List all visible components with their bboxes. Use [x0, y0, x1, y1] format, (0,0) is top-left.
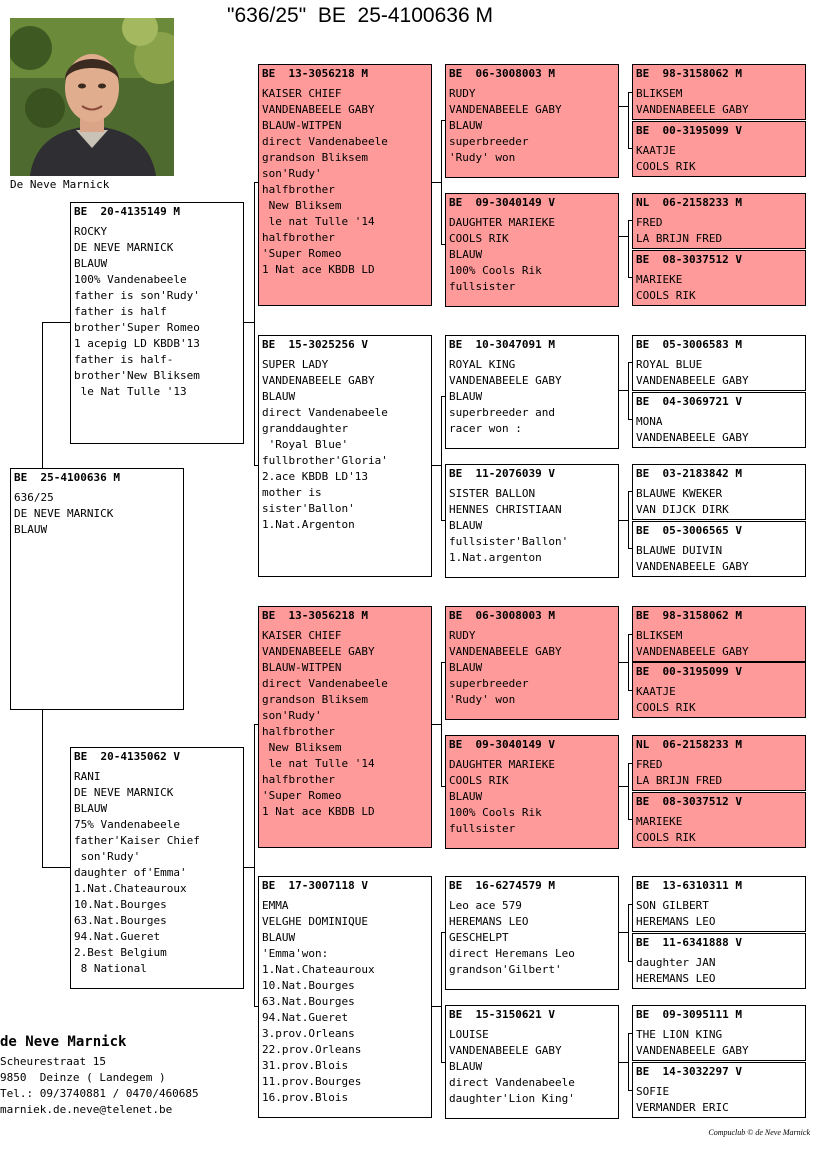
card-line: BLAUW	[262, 931, 296, 944]
card-line: granddaughter	[262, 422, 349, 435]
card-line: COOLS RIK	[636, 701, 696, 714]
card-line: HEREMANS LEO	[449, 915, 529, 928]
card-line: grandson Bliksem	[262, 693, 368, 706]
pedigree-card-ggp-1[interactable]	[445, 64, 619, 178]
bird-name: MONA	[636, 415, 663, 428]
pedigree-card-gggp-4[interactable]	[632, 250, 806, 306]
card-line: superbreeder	[449, 135, 529, 148]
card-line: 2.ace KBDB LD'13	[262, 470, 368, 483]
portrait-image	[10, 18, 174, 176]
pedigree-card-gp-sd[interactable]	[258, 335, 432, 577]
connector	[619, 932, 628, 933]
card-line: LA BRIJN FRED	[636, 774, 723, 787]
bird-name: BLAUWE KWEKER	[636, 487, 723, 500]
card-line: le nat Tulle '14	[262, 215, 375, 228]
card-line: halfbrother	[262, 725, 335, 738]
card-line: VANDENABEELE GABY	[449, 1044, 562, 1057]
card-line: halfbrother	[262, 773, 335, 786]
bird-name: KAISER CHIEF	[262, 629, 342, 642]
ring-number: BE 25-4100636 M	[14, 471, 120, 484]
connector	[628, 634, 629, 690]
card-line: direct Vandenabeele	[262, 135, 388, 148]
connector	[619, 786, 628, 787]
card-line: 100% Cools Rik	[449, 264, 542, 277]
ring-number: BE 09-3095111 M	[636, 1008, 742, 1021]
pedigree-card-gggp-13[interactable]	[632, 876, 806, 932]
card-line: 1 Nat ace KBDB LD	[262, 805, 375, 818]
connector	[441, 396, 442, 520]
bird-name: KAATJE	[636, 685, 676, 698]
card-line: HEREMANS LEO	[636, 915, 716, 928]
card-line: 3.prov.Orleans	[262, 1027, 355, 1040]
card-line: direct Vandenabeele	[262, 406, 388, 419]
pedigree-card-gggp-14[interactable]	[632, 933, 806, 989]
connector	[628, 491, 629, 548]
bird-name: BLIKSEM	[636, 629, 683, 642]
card-line: 75% Vandenabeele	[74, 818, 180, 831]
bird-name: ROCKY	[74, 225, 108, 238]
card-line: VANDENABEELE GABY	[449, 103, 562, 116]
pedigree-card-ggp-2[interactable]	[445, 193, 619, 307]
ring-number: BE 11-6341888 V	[636, 936, 742, 949]
pedigree-title: "636/25" BE 25-4100636 M	[227, 4, 493, 27]
bird-name: ROYAL BLUE	[636, 358, 703, 371]
card-line: daughter'Lion King'	[449, 1092, 575, 1105]
ring-number: BE 06-3008003 M	[449, 67, 555, 80]
card-line: VANDENABEELE GABY	[636, 374, 749, 387]
card-line: halfbrother	[262, 183, 335, 196]
pedigree-card-ggp-4[interactable]	[445, 464, 619, 578]
card-line: LA BRIJN FRED	[636, 232, 723, 245]
card-line: 1 Nat ace KBDB LD	[262, 263, 375, 276]
card-line: VANDENABEELE GABY	[449, 374, 562, 387]
bird-name: BLIKSEM	[636, 87, 683, 100]
owner-name: de Neve Marnick	[0, 1034, 127, 1050]
card-line: DE NEVE MARNICK	[74, 786, 174, 799]
owner-street: Scheurestraat 15	[0, 1055, 106, 1068]
card-line: son'Rudy'	[262, 709, 322, 722]
card-line: direct Vandenabeele	[449, 1076, 575, 1089]
card-line: BLAUW	[14, 523, 48, 536]
card-line: son'Rudy'	[262, 167, 322, 180]
pedigree-card-gggp-3[interactable]	[632, 193, 806, 249]
ring-number: BE 05-3006565 V	[636, 524, 742, 537]
card-line: fullsister	[449, 280, 516, 293]
card-line: VAN DIJCK DIRK	[636, 503, 729, 516]
card-line: sister'Ballon'	[262, 502, 355, 515]
connector	[243, 322, 254, 323]
card-line: BLAUW-WITPEN	[262, 119, 342, 132]
ring-number: BE 98-3158062 M	[636, 609, 742, 622]
card-line: superbreeder and	[449, 406, 555, 419]
card-line: VANDENABEELE GABY	[262, 645, 375, 658]
card-line: brother'Super Romeo	[74, 321, 200, 334]
connector	[441, 932, 442, 1062]
card-line: father is son'Rudy'	[74, 289, 200, 302]
card-line: fullbrother'Gloria'	[262, 454, 388, 467]
card-line: New Bliksem	[262, 199, 342, 212]
bird-name: SISTER BALLON	[449, 487, 536, 500]
card-line: VELGHE DOMINIQUE	[262, 915, 368, 928]
card-line: BLAUW	[74, 802, 108, 815]
connector	[628, 1033, 629, 1090]
card-line: 94.Nat.Gueret	[74, 930, 161, 943]
bird-name: MARIEKE	[636, 815, 683, 828]
bird-name: LOUISE	[449, 1028, 489, 1041]
pedigree-card-gp-dd[interactable]	[258, 876, 432, 1118]
pedigree-card-gggp-6[interactable]	[632, 392, 806, 448]
bird-name: SUPER LADY	[262, 358, 329, 371]
pedigree-card-gggp-16[interactable]	[632, 1062, 806, 1118]
ring-number: BE 08-3037512 V	[636, 253, 742, 266]
card-line: VANDENABEELE GABY	[449, 645, 562, 658]
connector	[441, 120, 442, 244]
card-line: HENNES CHRISTIAAN	[449, 503, 562, 516]
pedigree-card-gggp-11[interactable]	[632, 735, 806, 791]
bird-name: daughter JAN	[636, 956, 716, 969]
pedigree-card-main[interactable]	[10, 468, 184, 710]
pedigree-card-gggp-12[interactable]	[632, 792, 806, 848]
card-line: BLAUW	[262, 390, 296, 403]
connector	[431, 724, 441, 725]
owner-photo	[10, 18, 174, 176]
connector	[619, 1062, 628, 1063]
connector	[254, 724, 255, 1006]
owner-phone: Tel.: 09/3740881 / 0470/460685	[0, 1087, 199, 1100]
connector	[628, 904, 629, 961]
connector	[619, 390, 628, 391]
card-line: 1.Nat.Chateauroux	[74, 882, 187, 895]
card-line: COOLS RIK	[449, 774, 509, 787]
card-line: DE NEVE MARNICK	[74, 241, 174, 254]
ring-number: BE 05-3006583 M	[636, 338, 742, 351]
connector	[431, 182, 441, 183]
pedigree-card-ggp-3[interactable]	[445, 335, 619, 449]
card-line: 1.Nat.Argenton	[262, 518, 355, 531]
card-line: BLAUW	[449, 661, 483, 674]
ring-number: BE 00-3195099 V	[636, 124, 742, 137]
card-line: father is half-	[74, 353, 174, 366]
card-line: BLAUW	[449, 248, 483, 261]
ring-number: BE 09-3040149 V	[449, 738, 555, 751]
card-line: son'Rudy'	[74, 850, 141, 863]
connector	[628, 362, 629, 419]
card-line: fullsister	[449, 822, 516, 835]
pedigree-card-ggp-5[interactable]	[445, 606, 619, 720]
card-line: VANDENABEELE GABY	[636, 645, 749, 658]
card-line: mother is	[262, 486, 322, 499]
bird-name: RANI	[74, 770, 101, 783]
card-line: 'Royal Blue'	[262, 438, 349, 451]
card-line: 100% Vandenabeele	[74, 273, 187, 286]
card-line: brother'New Bliksem	[74, 369, 200, 382]
bird-name: MARIEKE	[636, 273, 683, 286]
pedigree-card-gggp-8[interactable]	[632, 521, 806, 577]
card-line: BLAUW	[449, 1060, 483, 1073]
card-line: COOLS RIK	[449, 232, 509, 245]
ring-number: BE 06-3008003 M	[449, 609, 555, 622]
pedigree-card-gp-ss[interactable]	[258, 64, 432, 306]
connector	[42, 709, 43, 867]
card-line: father'Kaiser Chief	[74, 834, 200, 847]
connector	[42, 867, 70, 868]
pedigree-card-sire[interactable]	[70, 202, 244, 444]
bird-name: Leo ace 579	[449, 899, 522, 912]
card-line: BLAUW	[449, 390, 483, 403]
ring-number: BE 13-3056218 M	[262, 67, 368, 80]
pedigree-card-gggp-10[interactable]	[632, 662, 806, 718]
card-line: 'Emma'won:	[262, 947, 329, 960]
owner-city: 9850 Deinze ( Landegem )	[0, 1071, 166, 1084]
card-line: VANDENABEELE GABY	[262, 374, 375, 387]
pedigree-card-gggp-9[interactable]	[632, 606, 806, 662]
ring-number: BE 03-2183842 M	[636, 467, 742, 480]
card-line: grandson Bliksem	[262, 151, 368, 164]
card-line: superbreeder	[449, 677, 529, 690]
card-line: direct Heremans Leo	[449, 947, 575, 960]
bird-name: FRED	[636, 216, 663, 229]
card-line: VERMANDER ERIC	[636, 1101, 729, 1114]
bird-name: KAATJE	[636, 144, 676, 157]
card-line: HEREMANS LEO	[636, 972, 716, 985]
pedigree-card-gggp-1[interactable]	[632, 64, 806, 120]
connector	[431, 1006, 441, 1007]
card-line: 11.prov.Bourges	[262, 1075, 362, 1088]
card-line: 63.Nat.Bourges	[262, 995, 355, 1008]
card-line: daughter of'Emma'	[74, 866, 187, 879]
card-line: New Bliksem	[262, 741, 342, 754]
card-line: 31.prov.Blois	[262, 1059, 349, 1072]
card-line: VANDENABEELE GABY	[636, 103, 749, 116]
bird-name: BLAUWE DUIVIN	[636, 544, 723, 557]
connector	[441, 662, 442, 786]
ring-number: BE 16-6274579 M	[449, 879, 555, 892]
connector	[628, 220, 629, 277]
card-line: 100% Cools Rik	[449, 806, 542, 819]
bird-name: RUDY	[449, 629, 476, 642]
card-line: father is half	[74, 305, 167, 318]
owner-email[interactable]: marniek.de.neve@telenet.be	[0, 1103, 173, 1116]
card-line: 94.Nat.Gueret	[262, 1011, 349, 1024]
bird-name: FRED	[636, 758, 663, 771]
card-line: 'Rudy' won	[449, 693, 516, 706]
card-line: 1.Nat.Chateauroux	[262, 963, 375, 976]
ring-number: NL 06-2158233 M	[636, 196, 742, 209]
pedigree-card-gggp-2[interactable]	[632, 121, 806, 177]
card-line: le Nat Tulle '13	[74, 385, 187, 398]
card-line: 'Super Romeo	[262, 247, 342, 260]
card-line: COOLS RIK	[636, 160, 696, 173]
connector	[42, 322, 70, 323]
ring-number: BE 10-3047091 M	[449, 338, 555, 351]
connector	[619, 662, 628, 663]
card-line: VANDENABEELE GABY	[262, 103, 375, 116]
card-line: BLAUW	[449, 119, 483, 132]
card-line: BLAUW	[449, 519, 483, 532]
card-line: 'Rudy' won	[449, 151, 516, 164]
bird-name: DAUGHTER MARIEKE	[449, 758, 555, 771]
card-line: fullsister'Ballon'	[449, 535, 569, 548]
card-line: VANDENABEELE GABY	[636, 1044, 749, 1057]
ring-number: BE 15-3025256 V	[262, 338, 368, 351]
footer-credit: Compuclub © de Neve Marnick	[708, 1128, 810, 1137]
card-line: le nat Tulle '14	[262, 757, 375, 770]
ring-number: BE 11-2076039 V	[449, 467, 555, 480]
card-line: 2.Best Belgium	[74, 946, 167, 959]
card-line: halfbrother	[262, 231, 335, 244]
ring-number: BE 20-4135062 V	[74, 750, 180, 763]
card-line: 22.prov.Orleans	[262, 1043, 362, 1056]
photo-caption: De Neve Marnick	[10, 178, 110, 191]
pedigree-card-gp-ds[interactable]	[258, 606, 432, 848]
card-line: COOLS RIK	[636, 289, 696, 302]
card-line: BLAUW-WITPEN	[262, 661, 342, 674]
card-line: 10.Nat.Bourges	[74, 898, 167, 911]
pedigree-card-ggp-6[interactable]	[445, 735, 619, 849]
ring-number: BE 15-3150621 V	[449, 1008, 555, 1021]
bird-name: KAISER CHIEF	[262, 87, 342, 100]
pedigree-card-dam[interactable]	[70, 747, 244, 989]
bird-name: EMMA	[262, 899, 289, 912]
card-line: VANDENABEELE GABY	[636, 560, 749, 573]
card-line: direct Vandenabeele	[262, 677, 388, 690]
card-line: BLAUW	[74, 257, 108, 270]
card-line: VANDENABEELE GABY	[636, 431, 749, 444]
bird-name: SOFIE	[636, 1085, 670, 1098]
bird-name: 636/25	[14, 491, 54, 504]
card-line: BLAUW	[449, 790, 483, 803]
connector	[619, 106, 628, 107]
ring-number: BE 04-3069721 V	[636, 395, 742, 408]
ring-number: BE 08-3037512 V	[636, 795, 742, 808]
card-line: racer won :	[449, 422, 522, 435]
pedigree-card-gggp-15[interactable]	[632, 1005, 806, 1061]
connector	[628, 763, 629, 819]
bird-name: DAUGHTER MARIEKE	[449, 216, 555, 229]
card-line: 1 acepig LD KBDB'13	[74, 337, 200, 350]
card-line: 8 National	[74, 962, 147, 975]
bird-name: SON GILBERT	[636, 899, 709, 912]
card-line: GESCHELPT	[449, 931, 509, 944]
connector	[431, 465, 441, 466]
ring-number: BE 20-4135149 M	[74, 205, 180, 218]
ring-number: BE 00-3195099 V	[636, 665, 742, 678]
ring-number: BE 17-3007118 V	[262, 879, 368, 892]
card-line: grandson'Gilbert'	[449, 963, 562, 976]
card-line: 63.Nat.Bourges	[74, 914, 167, 927]
owner-address-block	[0, 1034, 199, 1118]
bird-name: THE LION KING	[636, 1028, 723, 1041]
connector	[243, 867, 254, 868]
connector	[42, 322, 43, 468]
pedigree-card-gggp-7[interactable]	[632, 464, 806, 520]
card-line: DE NEVE MARNICK	[14, 507, 114, 520]
bird-name: ROYAL KING	[449, 358, 516, 371]
ring-number: BE 13-3056218 M	[262, 609, 368, 622]
ring-number: BE 98-3158062 M	[636, 67, 742, 80]
connector	[619, 520, 628, 521]
card-line: 16.prov.Blois	[262, 1091, 349, 1104]
ring-number: BE 09-3040149 V	[449, 196, 555, 209]
card-line: 'Super Romeo	[262, 789, 342, 802]
ring-number: NL 06-2158233 M	[636, 738, 742, 751]
pedigree-card-ggp-8[interactable]	[445, 1005, 619, 1119]
ring-number: BE 14-3032297 V	[636, 1065, 742, 1078]
connector	[254, 182, 255, 465]
connector	[619, 236, 628, 237]
card-line: COOLS RIK	[636, 831, 696, 844]
pedigree-card-ggp-7[interactable]	[445, 876, 619, 990]
bird-name: RUDY	[449, 87, 476, 100]
card-line: 10.Nat.Bourges	[262, 979, 355, 992]
pedigree-card-gggp-5[interactable]	[632, 335, 806, 391]
card-line: 1.Nat.argenton	[449, 551, 542, 564]
ring-number: BE 13-6310311 M	[636, 879, 742, 892]
connector	[628, 92, 629, 148]
